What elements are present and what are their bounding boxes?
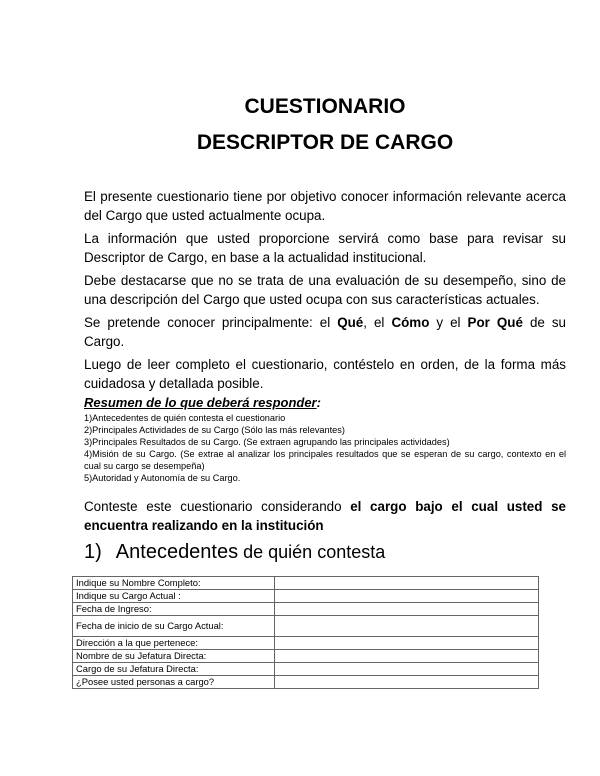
field-label: Fecha de inicio de su Cargo Actual: xyxy=(73,616,275,637)
summary-block xyxy=(84,394,566,484)
summary-item: 2)Principales Actividades de su Cargo (Sólo las más relevantes) xyxy=(84,425,345,435)
table-row xyxy=(73,603,539,616)
summary-title-colon: : xyxy=(316,395,321,410)
section-heading xyxy=(84,538,566,566)
table-row xyxy=(73,663,539,676)
answer-cell[interactable] xyxy=(275,577,539,590)
summary-list xyxy=(84,412,566,484)
answer-cell[interactable] xyxy=(275,650,539,663)
objectives-text-4: de su Cargo. xyxy=(84,315,567,349)
objectives-paragraph xyxy=(84,313,566,351)
table-row xyxy=(73,577,539,590)
disclaimer-paragraph: Debe destacarse que no se trata de una evaluación de su desempeño, sino de una descripción del Cargo que usted ocupa con sus características actuales. xyxy=(84,273,566,307)
objective-why: Por Qué xyxy=(467,315,523,330)
answer-cell[interactable] xyxy=(275,663,539,676)
field-label: Dirección a la que pertenece: xyxy=(73,637,275,650)
closing-text: Conteste este cuestionario considerando xyxy=(84,499,351,514)
answer-cell[interactable] xyxy=(275,616,539,637)
section-title-main: Antecedentes xyxy=(115,541,239,563)
closing-emphasis: el cargo bajo el cual usted se encuentra realizando en la institución xyxy=(84,499,566,533)
section-title-rest: de quién contesta xyxy=(238,542,386,562)
document-title-line-2: DESCRIPTOR DE CARGO xyxy=(196,131,454,154)
table-row xyxy=(73,676,539,689)
answer-cell[interactable] xyxy=(275,603,539,616)
objectives-text-2: , el xyxy=(363,315,392,330)
field-label: Nombre de su Jefatura Directa: xyxy=(73,650,275,663)
answer-cell[interactable] xyxy=(275,637,539,650)
summary-item: 1)Antecedentes de quién contesta el cuestionario xyxy=(84,413,286,423)
respondent-info-table xyxy=(72,576,539,689)
purpose-paragraph: La información que usted proporcione servirá como base para revisar su Descriptor de Cargo, en base a la actualidad institucional. xyxy=(84,231,566,265)
table-row xyxy=(73,616,539,637)
table-row xyxy=(73,637,539,650)
answer-cell[interactable] xyxy=(275,590,539,603)
table-row xyxy=(73,590,539,603)
field-label: ¿Posee usted personas a cargo? xyxy=(73,676,275,689)
summary-item: 4)Misión de su Cargo. (Se extrae al analizar los principales resultados que se esperan de su cargo, contexto en el cual su cargo se desempeña) xyxy=(84,449,566,471)
title-block xyxy=(84,92,566,122)
field-label: Fecha de Ingreso: xyxy=(73,603,275,616)
field-label: Indique su Cargo Actual : xyxy=(73,590,275,603)
instructions-paragraph: Luego de leer completo el cuestionario, contéstelo en orden, de la forma más cuidadosa y detallada posible. xyxy=(84,357,566,391)
section-number: 1) xyxy=(84,541,102,563)
answer-cell[interactable] xyxy=(275,676,539,689)
document-title-line-1: CUESTIONARIO xyxy=(244,95,406,118)
objective-what: Qué xyxy=(337,315,364,330)
title-block-2 xyxy=(84,128,566,158)
summary-heading xyxy=(84,394,566,412)
intro-paragraph: El presente cuestionario tiene por objetivo conocer información relevante acerca del Cargo que usted actualmente ocupa. xyxy=(84,189,566,223)
objectives-text-3: y el xyxy=(429,315,468,330)
objective-how: Cómo xyxy=(391,315,430,330)
table-row xyxy=(73,650,539,663)
summary-item: 5)Autoridad y Autonomía de su Cargo. xyxy=(84,473,241,483)
objectives-text-1: Se pretende conocer principalmente: el xyxy=(84,315,338,330)
summary-item: 3)Principales Resultados de su Cargo. (Se extraen agrupando las principales actividades) xyxy=(84,437,450,447)
field-label: Indique su Nombre Completo: xyxy=(73,577,275,590)
summary-title: Resumen de lo que deberá responder xyxy=(84,395,317,410)
closing-paragraph xyxy=(84,497,566,535)
field-label: Cargo de su Jefatura Directa: xyxy=(73,663,275,676)
